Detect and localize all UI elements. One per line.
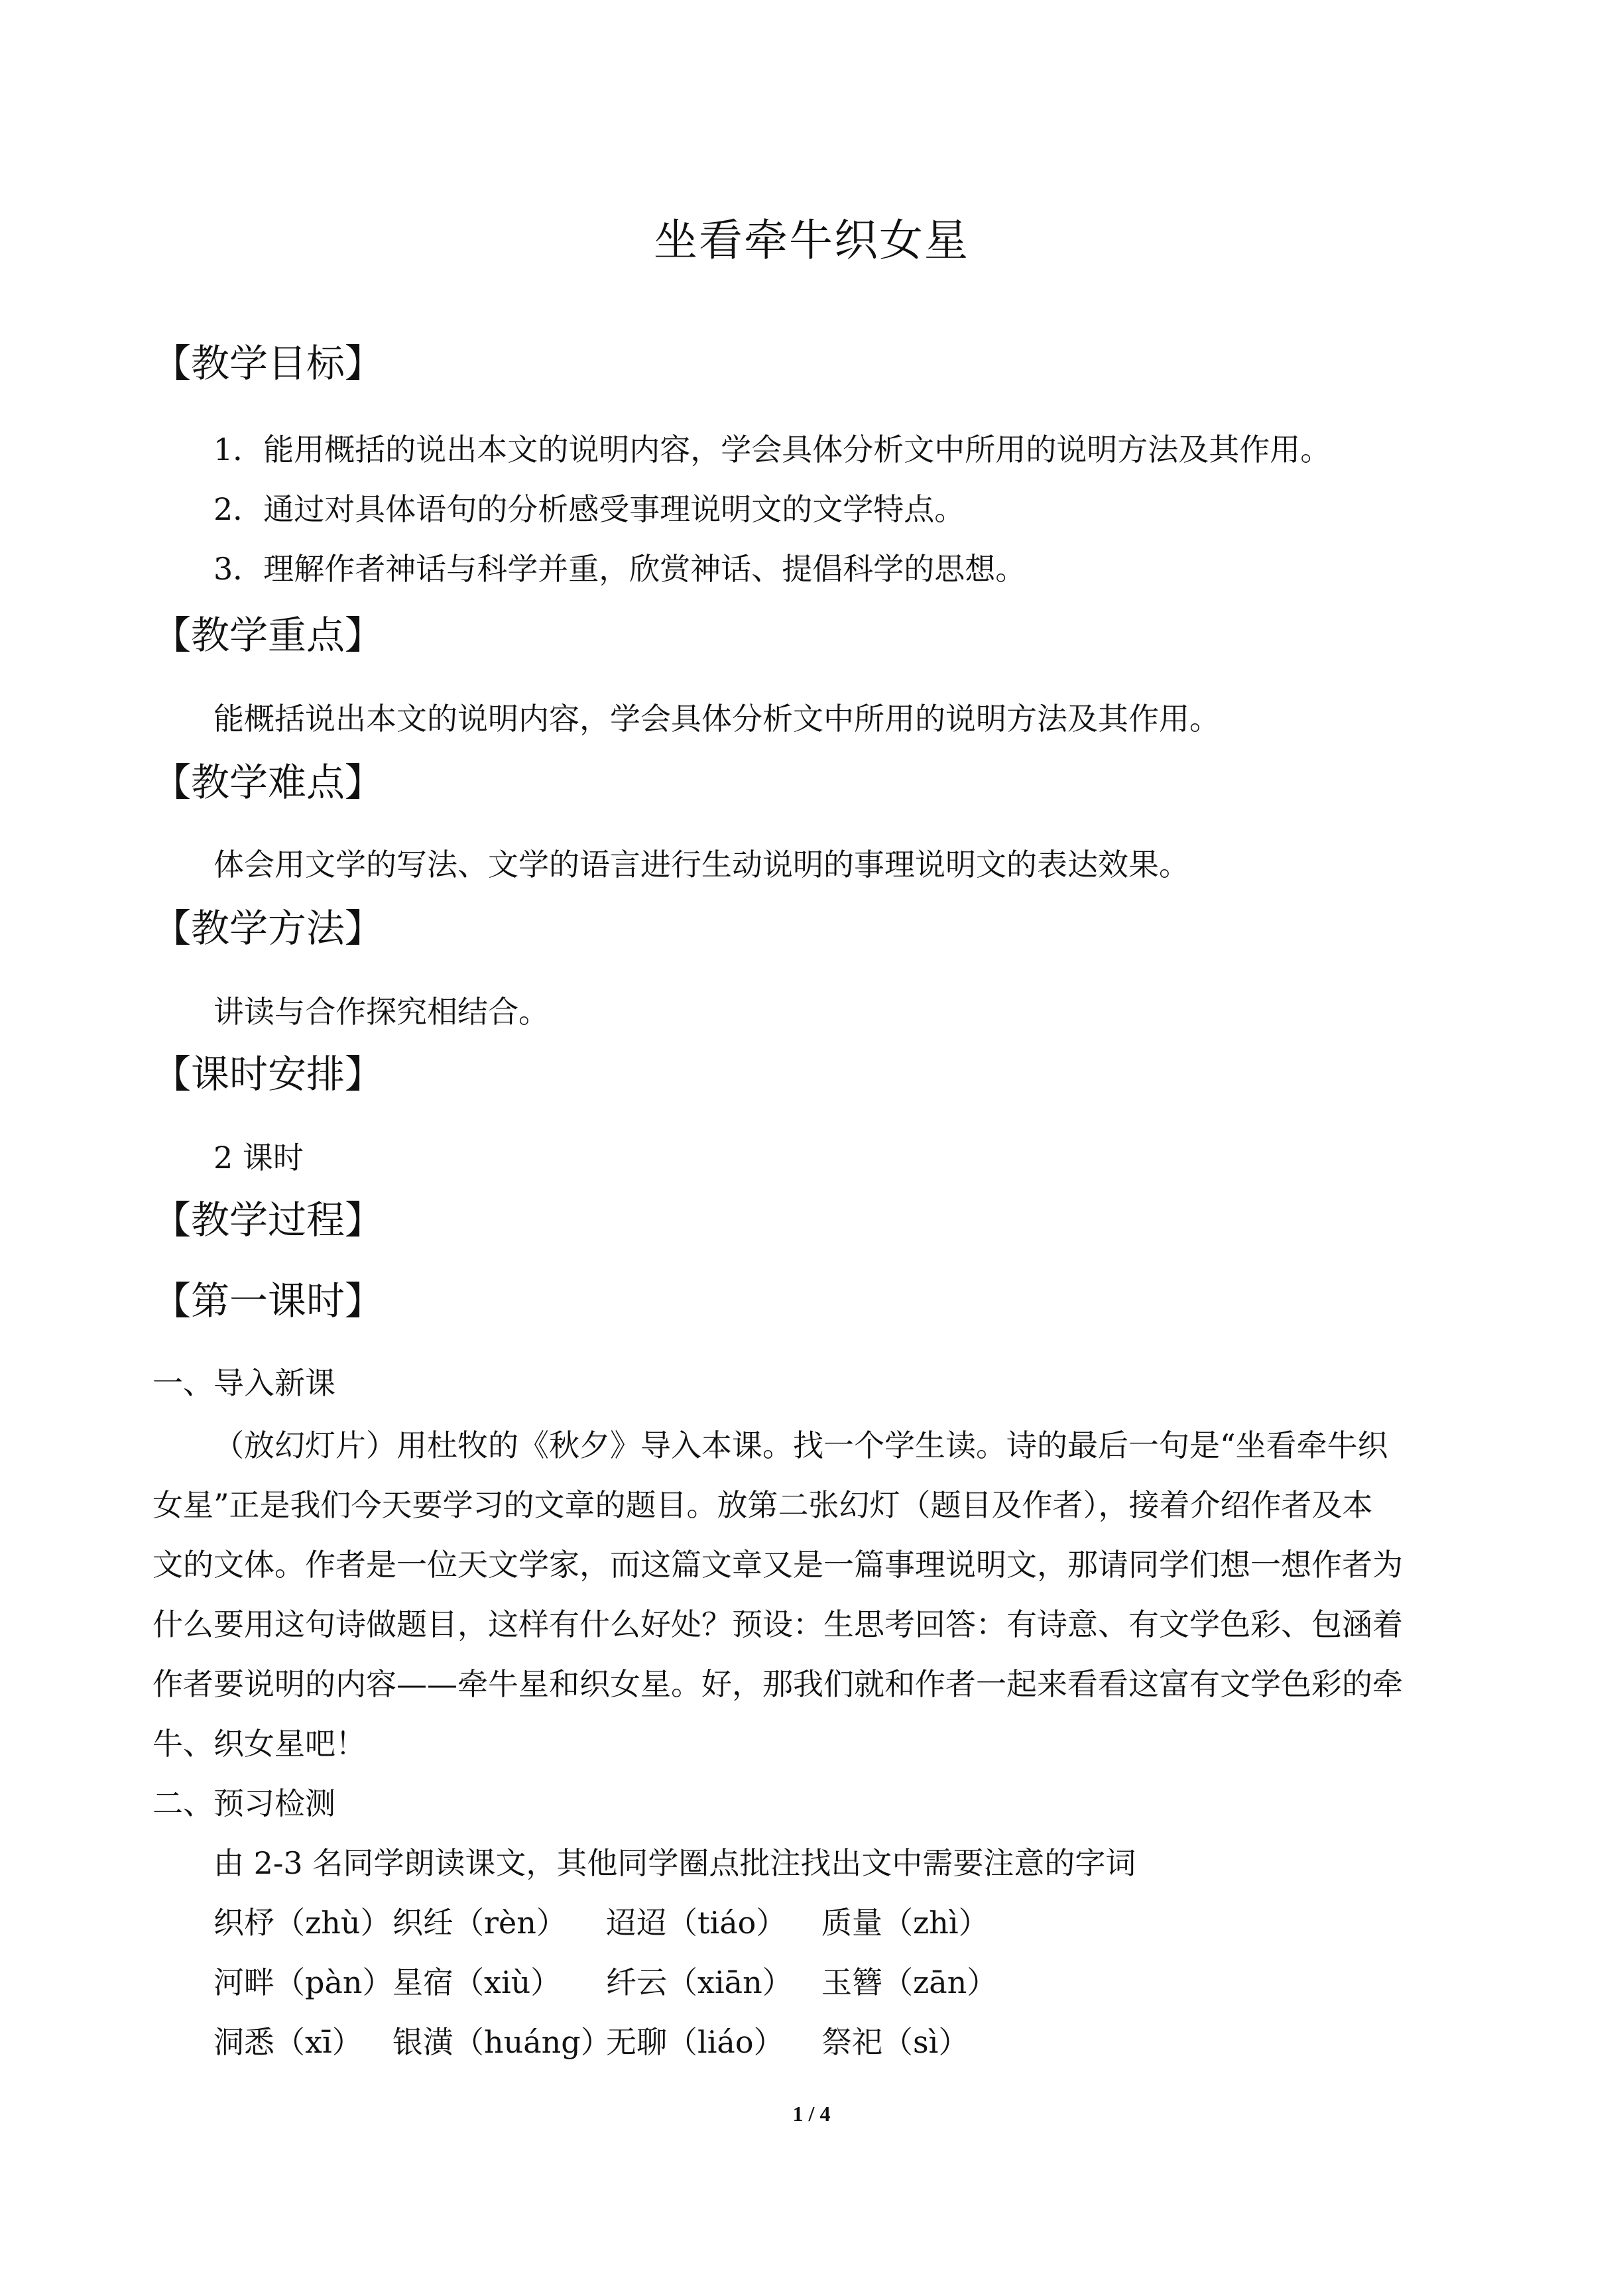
part-one-line-6: 牛、织女星吧！ <box>152 1726 366 1762</box>
section-heading-process: 【教学过程】 <box>152 1197 384 1242</box>
vocab-row-3 <box>213 2021 969 2063</box>
methods-text: 讲读与合作探究相结合。 <box>213 994 549 1030</box>
page-number: 1 / 4 <box>792 2102 831 2126</box>
difficulties-text: 体会用文学的写法、文学的语言进行生动说明的事理说明文的表达效果。 <box>213 847 1189 882</box>
objective-item-1: 1．能用概括的说出本文的说明内容，学会具体分析文中所用的说明方法及其作用。 <box>213 432 1331 467</box>
key-points-text: 能概括说出本文的说明内容，学会具体分析文中所用的说明方法及其作用。 <box>213 701 1220 737</box>
vocab-item: 星宿（xiù） <box>392 1964 562 2000</box>
part-one-line-4: 什么要用这句诗做题目，这样有什么好处？预设：生思考回答：有诗意、有文学色彩、包涵着 <box>152 1606 1403 1642</box>
section-heading-difficulties: 【教学难点】 <box>152 760 384 805</box>
vocab-item: 无聊（liáo） <box>606 2024 784 2060</box>
part-one-line-2: 女星”正是我们今天要学习的文章的题目。放第二张幻灯（题目及作者），接着介绍作者及本 <box>152 1487 1373 1523</box>
vocab-item: 银潢（huáng） <box>392 2024 611 2060</box>
vocab-item: 洞悉（xī） <box>213 2024 363 2060</box>
vocab-row-1 <box>213 1902 989 1944</box>
section-heading-methods: 【教学方法】 <box>152 906 384 951</box>
document-title: 坐看牵牛织女星 <box>654 215 969 266</box>
vocab-item: 织杼（zhù） <box>213 1905 391 1941</box>
vocab-item: 迢迢（tiáo） <box>606 1905 787 1941</box>
part-one-line-3: 文的文体。作者是一位天文学家，而这篇文章又是一篇事理说明文，那请同学们想一想作者为 <box>152 1547 1403 1583</box>
part-two-intro: 由 2-3 名同学朗读课文，其他同学圈点批注找出文中需要注意的字词 <box>213 1845 1136 1881</box>
part-one-heading: 一、导入新课 <box>152 1365 335 1401</box>
vocab-row-2 <box>213 1961 997 2004</box>
vocab-item: 质量（zhì） <box>821 1905 989 1941</box>
section-heading-first-lesson: 【第一课时】 <box>152 1278 384 1323</box>
part-one-line-5: 作者要说明的内容——牵牛星和织女星。好，那我们就和作者一起来看看这富有文学色彩的牵 <box>152 1666 1403 1702</box>
vocab-item: 祭祀（sì） <box>821 2024 969 2060</box>
schedule-text: 2 课时 <box>213 1140 304 1176</box>
vocab-item: 玉簪（zān） <box>821 1964 998 2000</box>
section-heading-key-points: 【教学重点】 <box>152 613 384 658</box>
vocab-item: 织纴（rèn） <box>392 1905 567 1941</box>
vocab-item: 河畔（pàn） <box>213 1964 393 2000</box>
objective-item-3: 3．理解作者神话与科学并重，欣赏神话、提倡科学的思想。 <box>213 551 1026 587</box>
vocab-item: 纤云（xiān） <box>606 1964 793 2000</box>
part-one-line-1: （放幻灯片）用杜牧的《秋夕》导入本课。找一个学生读。诗的最后一句是“坐看牵牛织 <box>213 1427 1388 1463</box>
section-heading-schedule: 【课时安排】 <box>152 1052 384 1097</box>
objective-item-2: 2．通过对具体语句的分析感受事理说明文的文学特点。 <box>213 491 965 527</box>
part-two-heading: 二、预习检测 <box>152 1785 335 1821</box>
section-heading-objectives: 【教学目标】 <box>152 341 384 386</box>
